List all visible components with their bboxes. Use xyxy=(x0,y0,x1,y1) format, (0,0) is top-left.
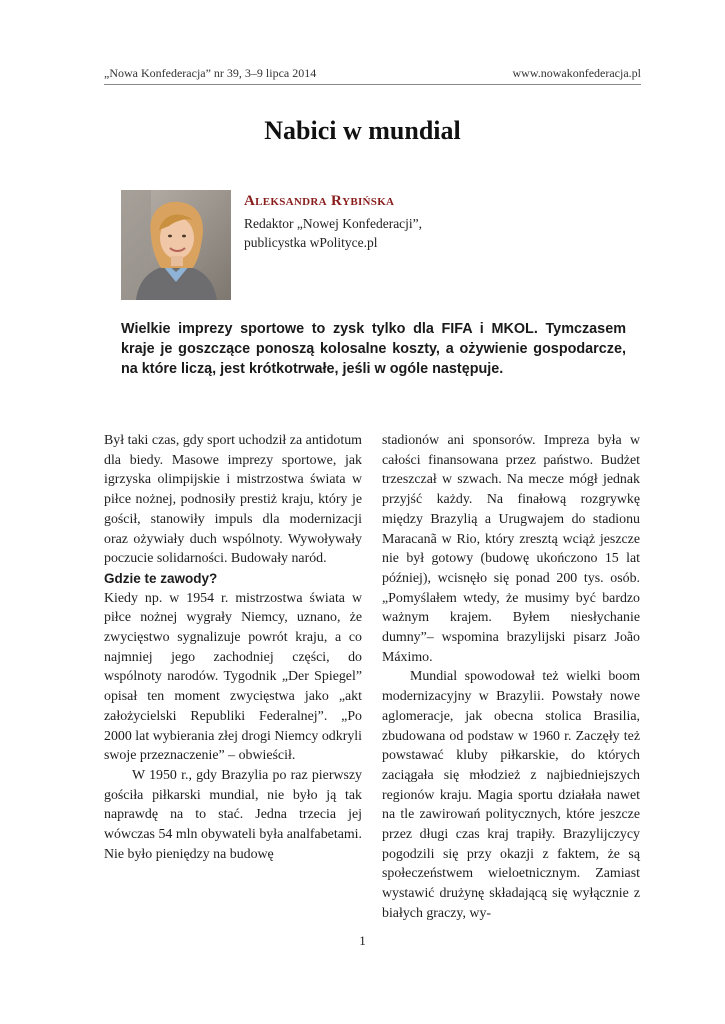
page-header xyxy=(104,62,641,82)
paragraph: stadionów ani sponsorów. Impreza była w całości finansowana przez państwo. Budżet trzeszczał w szwach. Na mecze mógł jednak przyjść każdy. Na finałową rozgrywkę między Brazylią a Urugwajem do stadionu Maracanã w Rio, który zresztą wciąż jeszcze nie był gotowy (budowę ukończono 15 lat później), wcisnęło się ponad 200 tys. osób. „Pomyślałem wtedy, że musimy być bardzo ważnym krajem. Byłem niesłychanie dumny”– wspomina brazylijski pisarz João Máximo. xyxy=(382,433,640,665)
publication-issue: „Nowa Konfederacja” nr 39, 3–9 lipca 2014 xyxy=(104,66,317,80)
right-column xyxy=(382,431,640,924)
author-role-line2: publicystka wPolityce.pl xyxy=(244,235,378,250)
page-number: 1 xyxy=(359,933,366,948)
website-url: www.nowakonfederacja.pl xyxy=(512,66,641,80)
article-title: Nabici w mundial xyxy=(264,116,461,145)
author-block xyxy=(244,193,544,252)
author-name: Aleksandra Rybińska xyxy=(244,193,395,209)
header-divider xyxy=(104,84,641,85)
author-role-line1: Redaktor „Nowej Konfederacji”, xyxy=(244,216,423,231)
paragraph: Był taki czas, gdy sport uchodził za antidotum dla biedy. Masowe imprezy sportowe, jak igrzyska olimpijskie i mistrzostwa świata w piłce nożnej, podnosiły prestiż kraju, który je gościł, stanowiły impuls dla modernizacji oraz ożywiały duch wspólnoty. Wywoływały poczucie solidarności. Budowały naród. xyxy=(104,433,362,567)
paragraph: Kiedy np. w 1954 r. mistrzostwa świata w piłce nożnej wygrały Niemcy, uznano, że zwycięstwo sygnalizuje powrót kraju, a co najmniej jego zachodniej części, do wspólnoty narodów. Tygodnik „Der Spiegel” opisał ten moment zwycięstwa jako „akt założycielski Republiki Federalnej”. „Po 2000 lat wybierania złej drogi Niemcy odkryli swoje przeznaczenie” – obwieścił. xyxy=(104,590,362,764)
paragraph: W 1950 r., gdy Brazylia po raz pierwszy gościła piłkarski mundial, nie było ją tak naprawdę na to stać. Jedna trzecia jej wówczas 54 mln obywateli była analfabetami. Nie było pieniędzy na budowę xyxy=(104,767,362,862)
article-lead: Wielkie imprezy sportowe to zysk tylko dla FIFA i MKOL. Tymczasem kraje je goszczące ponoszą kolosalne koszty, a ożywienie gospodarcze, na które liczą, jest krótkotrwałe, jeśli w ogóle następuje. xyxy=(121,321,626,377)
author-photo xyxy=(121,190,231,300)
paragraph: Mundial spowodował też wielki boom modernizacyjny w Brazylii. Powstały nowe aglomeracje, jak obecna stolica Brasilia, zbudowana od podstaw w 1960 r. Zaczęły też powstawać kluby piłkarskie, do których zaciągała się młodzież z najbiedniejszych regionów kraju. Magia sportu działała nawet na tle zawirowań politycznych, które jeszcze przez długi czas kraj trapiły. Brazylijczycy pogodzili się przy okazji z faktem, że są społeczeństwem wieloetnicznym. Zamiast wystawić drużynę składającą się wyłącznie z białych graczy, wy- xyxy=(382,669,640,921)
left-column xyxy=(104,431,362,864)
section-subheading: Gdzie te zawody? xyxy=(104,570,218,586)
